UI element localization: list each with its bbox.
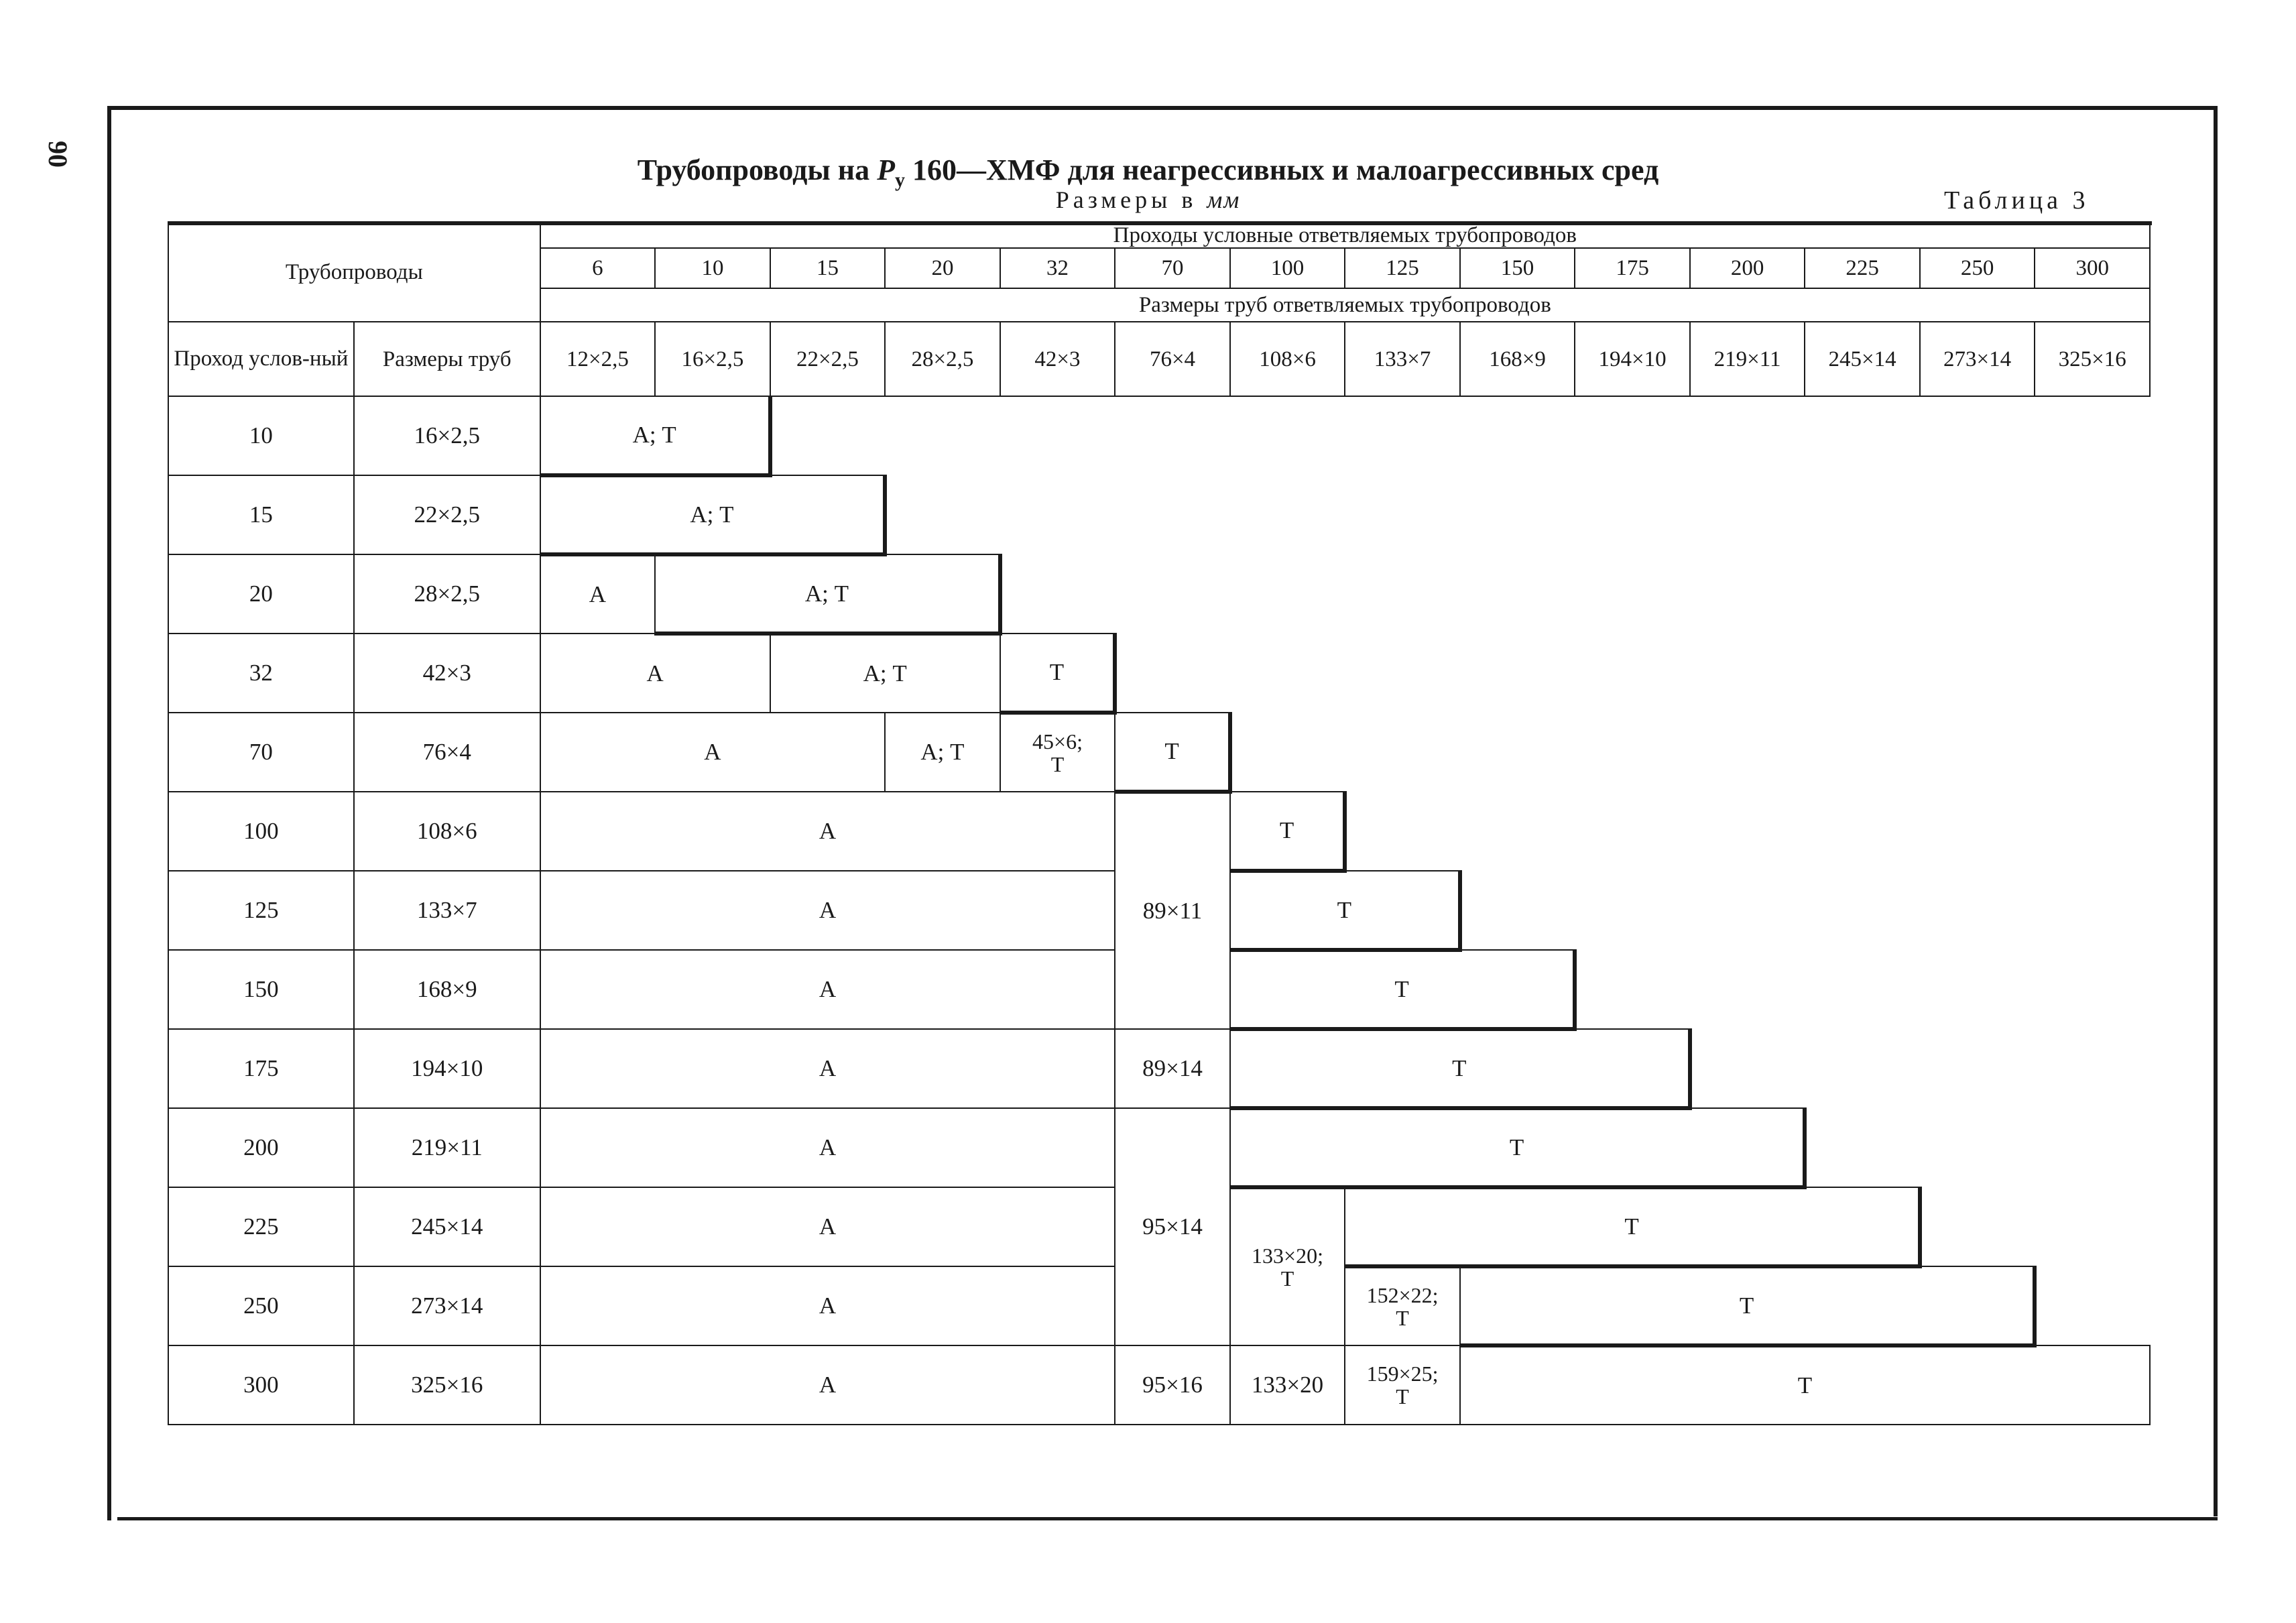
cell-133x20: 133×20 (1230, 1345, 1345, 1425)
header-passage: 150 (1460, 248, 1575, 288)
cell-45x6: 45×6; (1032, 729, 1083, 754)
header-passage: 225 (1805, 248, 1920, 288)
row-passage: 200 (168, 1108, 354, 1187)
header-size: 28×2,5 (885, 322, 1000, 396)
cell-t: Т (1230, 1029, 1690, 1108)
header-passage: 10 (655, 248, 770, 288)
cell-t: Т (1230, 1108, 1805, 1187)
table-row (168, 1029, 2150, 1108)
row-size: 273×14 (354, 1266, 540, 1345)
cell-t: Т (1396, 1306, 1409, 1330)
cell-at: А; Т (885, 713, 1000, 792)
cell-a: А (540, 1029, 1115, 1108)
title-prefix: Трубопроводы на (637, 154, 878, 186)
header-size: 245×14 (1805, 322, 1920, 396)
empty-cell (885, 475, 2150, 554)
table-row (168, 713, 2150, 792)
table-row (168, 554, 2150, 634)
row-size: 22×2,5 (354, 475, 540, 554)
cell-t: Т (1460, 1345, 2150, 1425)
header-pipelines: Трубопроводы (168, 223, 540, 322)
table-row (168, 1108, 2150, 1187)
cell-a: А (540, 1187, 1115, 1266)
title-p-subscript: у (894, 168, 905, 191)
header-passage: 15 (770, 248, 886, 288)
header-passage: 100 (1230, 248, 1345, 288)
cell-t: Т (1000, 634, 1115, 713)
cell-a: А (540, 1345, 1115, 1425)
row-passage: 70 (168, 713, 354, 792)
units-value: мм (1207, 186, 1241, 213)
frame-left-border (107, 106, 111, 1520)
cell-at: А; Т (540, 475, 886, 554)
cell-t: Т (1230, 871, 1460, 950)
pipe-table-container (168, 223, 2151, 1425)
cell-45x6-t (1000, 713, 1115, 792)
cell-133x20-t (1230, 1187, 1345, 1345)
page-number: 90 (43, 141, 73, 168)
row-passage: 250 (168, 1266, 354, 1345)
header-size: 168×9 (1460, 322, 1575, 396)
cell-t: Т (1460, 1266, 2035, 1345)
empty-cell (1345, 792, 2150, 871)
empty-cell (1690, 1029, 2150, 1108)
row-passage: 20 (168, 554, 354, 634)
header-size: 108×6 (1230, 322, 1345, 396)
row-passage: 225 (168, 1187, 354, 1266)
cell-t: Т (1396, 1384, 1409, 1408)
header-size: 22×2,5 (770, 322, 886, 396)
cell-at: А; Т (540, 396, 770, 475)
row-size: 28×2,5 (354, 554, 540, 634)
empty-cell (1920, 1187, 2150, 1266)
cell-a: А (540, 554, 656, 634)
header-passage-col: Проход услов-ный (168, 322, 354, 396)
cell-133x20: 133×20; (1252, 1244, 1323, 1268)
header-size: 273×14 (1920, 322, 2035, 396)
cell-a: А (540, 792, 1115, 871)
cell-a: А (540, 634, 770, 713)
frame-bottom-border (117, 1517, 2218, 1520)
frame-right-border (2214, 109, 2218, 1516)
header-passage: 125 (1345, 248, 1460, 288)
header-size: 325×16 (2035, 322, 2150, 396)
cell-a: А (540, 950, 1115, 1029)
row-size: 76×4 (354, 713, 540, 792)
cell-a: А (540, 713, 886, 792)
title-p-letter: P (877, 154, 895, 186)
header-sizes-row (168, 322, 2150, 396)
header-size: 133×7 (1345, 322, 1460, 396)
cell-159x25-t (1345, 1345, 1460, 1425)
empty-cell (770, 396, 2150, 475)
row-passage: 32 (168, 634, 354, 713)
cell-152x22: 152×22; (1366, 1283, 1439, 1307)
cell-t: Т (1230, 950, 1575, 1029)
cell-a: А (540, 1108, 1115, 1187)
header-passage: 70 (1115, 248, 1230, 288)
header-passage: 20 (885, 248, 1000, 288)
cell-a: А (540, 871, 1115, 950)
table-row (168, 396, 2150, 475)
header-passage: 175 (1575, 248, 1690, 288)
row-size: 194×10 (354, 1029, 540, 1108)
empty-cell (1115, 634, 2150, 713)
cell-89x11: 89×11 (1115, 792, 1230, 1029)
cell-at: А; Т (655, 554, 1000, 634)
header-size: 42×3 (1000, 322, 1115, 396)
cell-at: А; Т (770, 634, 1000, 713)
row-size: 325×16 (354, 1345, 540, 1425)
row-size: 16×2,5 (354, 396, 540, 475)
table-label: Таблица 3 (1944, 186, 2090, 215)
header-size: 219×11 (1690, 322, 1805, 396)
table-row (168, 1345, 2150, 1425)
cell-95x14: 95×14 (1115, 1108, 1230, 1345)
cell-159x25: 159×25; (1366, 1362, 1439, 1386)
table-row (168, 634, 2150, 713)
empty-cell (1460, 871, 2150, 950)
header-branch-passages: Проходы условные ответвляемых трубопроводов (540, 223, 2150, 248)
frame-top-border (107, 106, 2218, 110)
row-passage: 15 (168, 475, 354, 554)
table-row (168, 475, 2150, 554)
cell-89x14: 89×14 (1115, 1029, 1230, 1108)
row-size: 42×3 (354, 634, 540, 713)
cell-t: Т (1115, 713, 1230, 792)
row-passage: 10 (168, 396, 354, 475)
row-passage: 100 (168, 792, 354, 871)
table-row (168, 792, 2150, 871)
row-passage: 300 (168, 1345, 354, 1425)
cell-t: Т (1230, 792, 1345, 871)
header-branch-sizes: Размеры труб ответвляемых трубопроводов (540, 288, 2150, 322)
row-passage: 150 (168, 950, 354, 1029)
header-size: 12×2,5 (540, 322, 656, 396)
header-passage: 250 (1920, 248, 2035, 288)
title-suffix: 160—ХМФ для неагрессивных и малоагрессивных сред (904, 154, 1659, 186)
pipe-table (168, 223, 2151, 1425)
empty-cell (1575, 950, 2150, 1029)
row-size: 219×11 (354, 1108, 540, 1187)
header-passage: 200 (1690, 248, 1805, 288)
header-size-col: Размеры труб (354, 322, 540, 396)
row-size: 108×6 (354, 792, 540, 871)
cell-t: Т (1050, 752, 1065, 776)
header-passage: 6 (540, 248, 656, 288)
row-passage: 125 (168, 871, 354, 950)
cell-a: А (540, 1266, 1115, 1345)
header-size: 76×4 (1115, 322, 1230, 396)
header-passage: 300 (2035, 248, 2150, 288)
header-size: 194×10 (1575, 322, 1690, 396)
row-passage: 175 (168, 1029, 354, 1108)
cell-t: Т (1280, 1266, 1294, 1290)
empty-cell (1000, 554, 2150, 634)
header-passage: 32 (1000, 248, 1115, 288)
row-size: 245×14 (354, 1187, 540, 1266)
empty-cell (1805, 1108, 2150, 1187)
row-size: 133×7 (354, 871, 540, 950)
cell-95x16: 95×16 (1115, 1345, 1230, 1425)
row-size: 168×9 (354, 950, 540, 1029)
empty-cell (1230, 713, 2150, 792)
header-size: 16×2,5 (655, 322, 770, 396)
empty-cell (2035, 1266, 2150, 1345)
cell-152x22-t (1345, 1266, 1460, 1345)
cell-t: Т (1345, 1187, 1920, 1266)
units-text: Размеры в (1055, 186, 1207, 213)
